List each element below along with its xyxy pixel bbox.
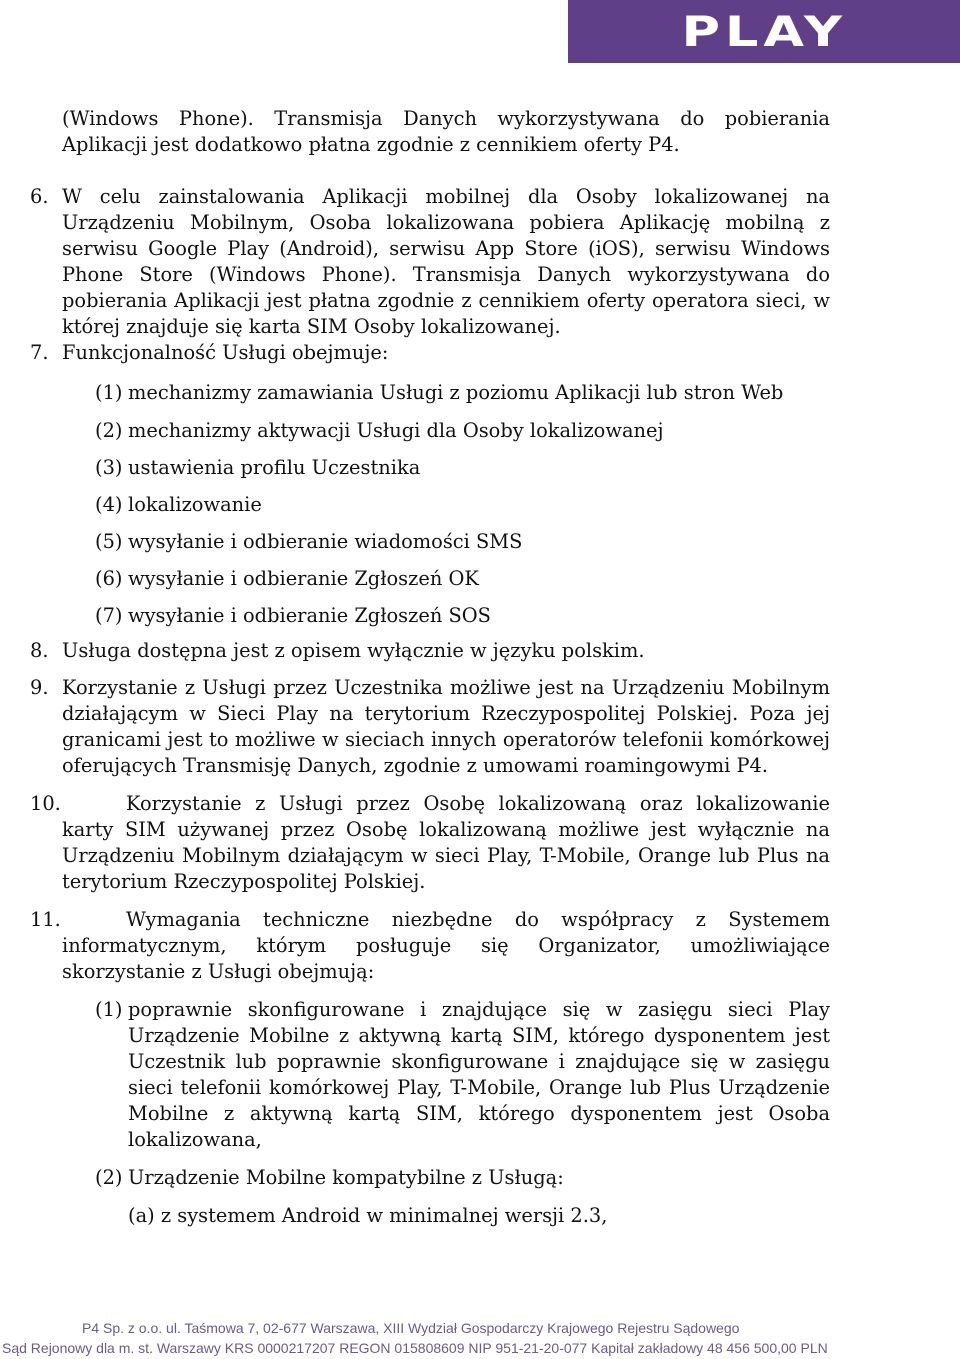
list-item: (6) wysyłanie i odbieranie Zgłoszeń OK — [95, 567, 479, 590]
section-number: 11. — [30, 908, 61, 931]
section-text: W celu zainstalowania Aplikacji mobilnej dla Osoby lokalizowanej na Urządzeniu Mobilnym, Osoba lokalizowana pobiera Aplikację mobilną z serwisu Google Play (Android), serwisu App Store (iOS), serwisu Windows Phone Store (Windows Phone). Transmisja Danych wykorzystywana do pobierania Aplikacji jest płatna zgodnie z cennikiem oferty operatora sieci, w której znajduje się karta SIM Osoby lokalizowanej. — [62, 185, 830, 338]
footer-line-2: Sąd Rejonowy dla m. st. Warszawy KRS 0000217207 REGON 015808609 NIP 951-21-20-077 Kapitał zakładowy 48 456 500,00 PLN — [2, 1340, 828, 1356]
list-item: (3) ustawienia profilu Uczestnika — [95, 456, 421, 479]
list-item: (5) wysyłanie i odbieranie wiadomości SMS — [95, 530, 523, 553]
list-item: (7) wysyłanie i odbieranie Zgłoszeń SOS — [95, 604, 491, 627]
section-number: 6. — [30, 185, 49, 208]
section-number: 8. — [30, 639, 49, 662]
section-10 — [30, 791, 830, 895]
list-item: (2) mechanizmy aktywacji Usługi dla Osoby lokalizowanej — [95, 419, 664, 442]
list-item: (1) poprawnie skonfigurowane i znajdujące się w zasięgu sieci Play Urządzenie Mobilne z aktywną kartą SIM, którego dysponentem jest Uczestnik lub poprawnie skonfigurowane i znajdujące się w zasięgu sieci telefonii komórkowej Play, T-Mobile, Orange lub Plus Urządzenie Mobilne z aktywną kartą SIM, którego dysponentem jest Osoba lokalizowana, — [95, 998, 830, 1151]
play-logo — [568, 0, 960, 63]
section-text: Usługa dostępna jest z opisem wyłącznie w języku polskim. — [62, 639, 645, 662]
list-item: (1) mechanizmy zamawiania Usługi z poziomu Aplikacji lub stron Web — [95, 381, 784, 404]
section-11 — [30, 907, 830, 985]
list-item-sub: (a) z systemem Android w minimalnej wersji 2.3, — [128, 1204, 608, 1227]
section-number: 7. — [30, 341, 49, 364]
paragraph-continuation: (Windows Phone). Transmisja Danych wykorzystywana do pobierania Aplikacji jest dodatkowo płatna zgodnie z cennikiem oferty P4. — [62, 107, 830, 156]
document-body — [30, 106, 830, 1229]
section-number: 10. — [30, 792, 61, 815]
section-6 — [30, 184, 830, 340]
section-text: Wymagania techniczne niezbędne do współpracy z Systemem informatycznym, którym posługuje się Organizator, umożliwiające skorzystanie z Usługi obejmują: — [62, 908, 830, 983]
requirements-list — [62, 997, 830, 1229]
section-text: Funkcjonalność Usługi obejmuje: — [62, 341, 389, 364]
section-8 — [30, 638, 830, 664]
section-9 — [30, 675, 830, 779]
footer-line-1: P4 Sp. z o.o. ul. Taśmowa 7, 02-677 Warszawa, XIII Wydział Gospodarczy Krajowego Rejestru Sądowego — [82, 1320, 740, 1336]
list-item: (4) lokalizowanie — [95, 493, 262, 516]
list-item: (2) Urządzenie Mobilne kompatybilne z Usługą: — [95, 1166, 564, 1189]
logo-text: PLAY — [681, 7, 847, 56]
section-text: Korzystanie z Usługi przez Osobę lokalizowaną oraz lokalizowanie karty SIM używanej przez Osobę lokalizowaną możliwe jest wyłącznie na Urządzeniu Mobilnym działającym w sieci Play, T-Mobile, Orange lub Plus na terytorium Rzeczypospolitej Polskiej. — [62, 792, 830, 893]
section-number: 9. — [30, 676, 49, 699]
section-7 — [30, 340, 830, 366]
functionality-list — [62, 380, 830, 629]
section-text: Korzystanie z Usługi przez Uczestnika możliwe jest na Urządzeniu Mobilnym działającym w Sieci Play na terytorium Rzeczypospolitej Polskiej. Poza jej granicami jest to możliwe w sieciach innych operatorów telefonii komórkowej oferujących Transmisję Danych, zgodnie z umowami roamingowymi P4. — [62, 676, 830, 777]
